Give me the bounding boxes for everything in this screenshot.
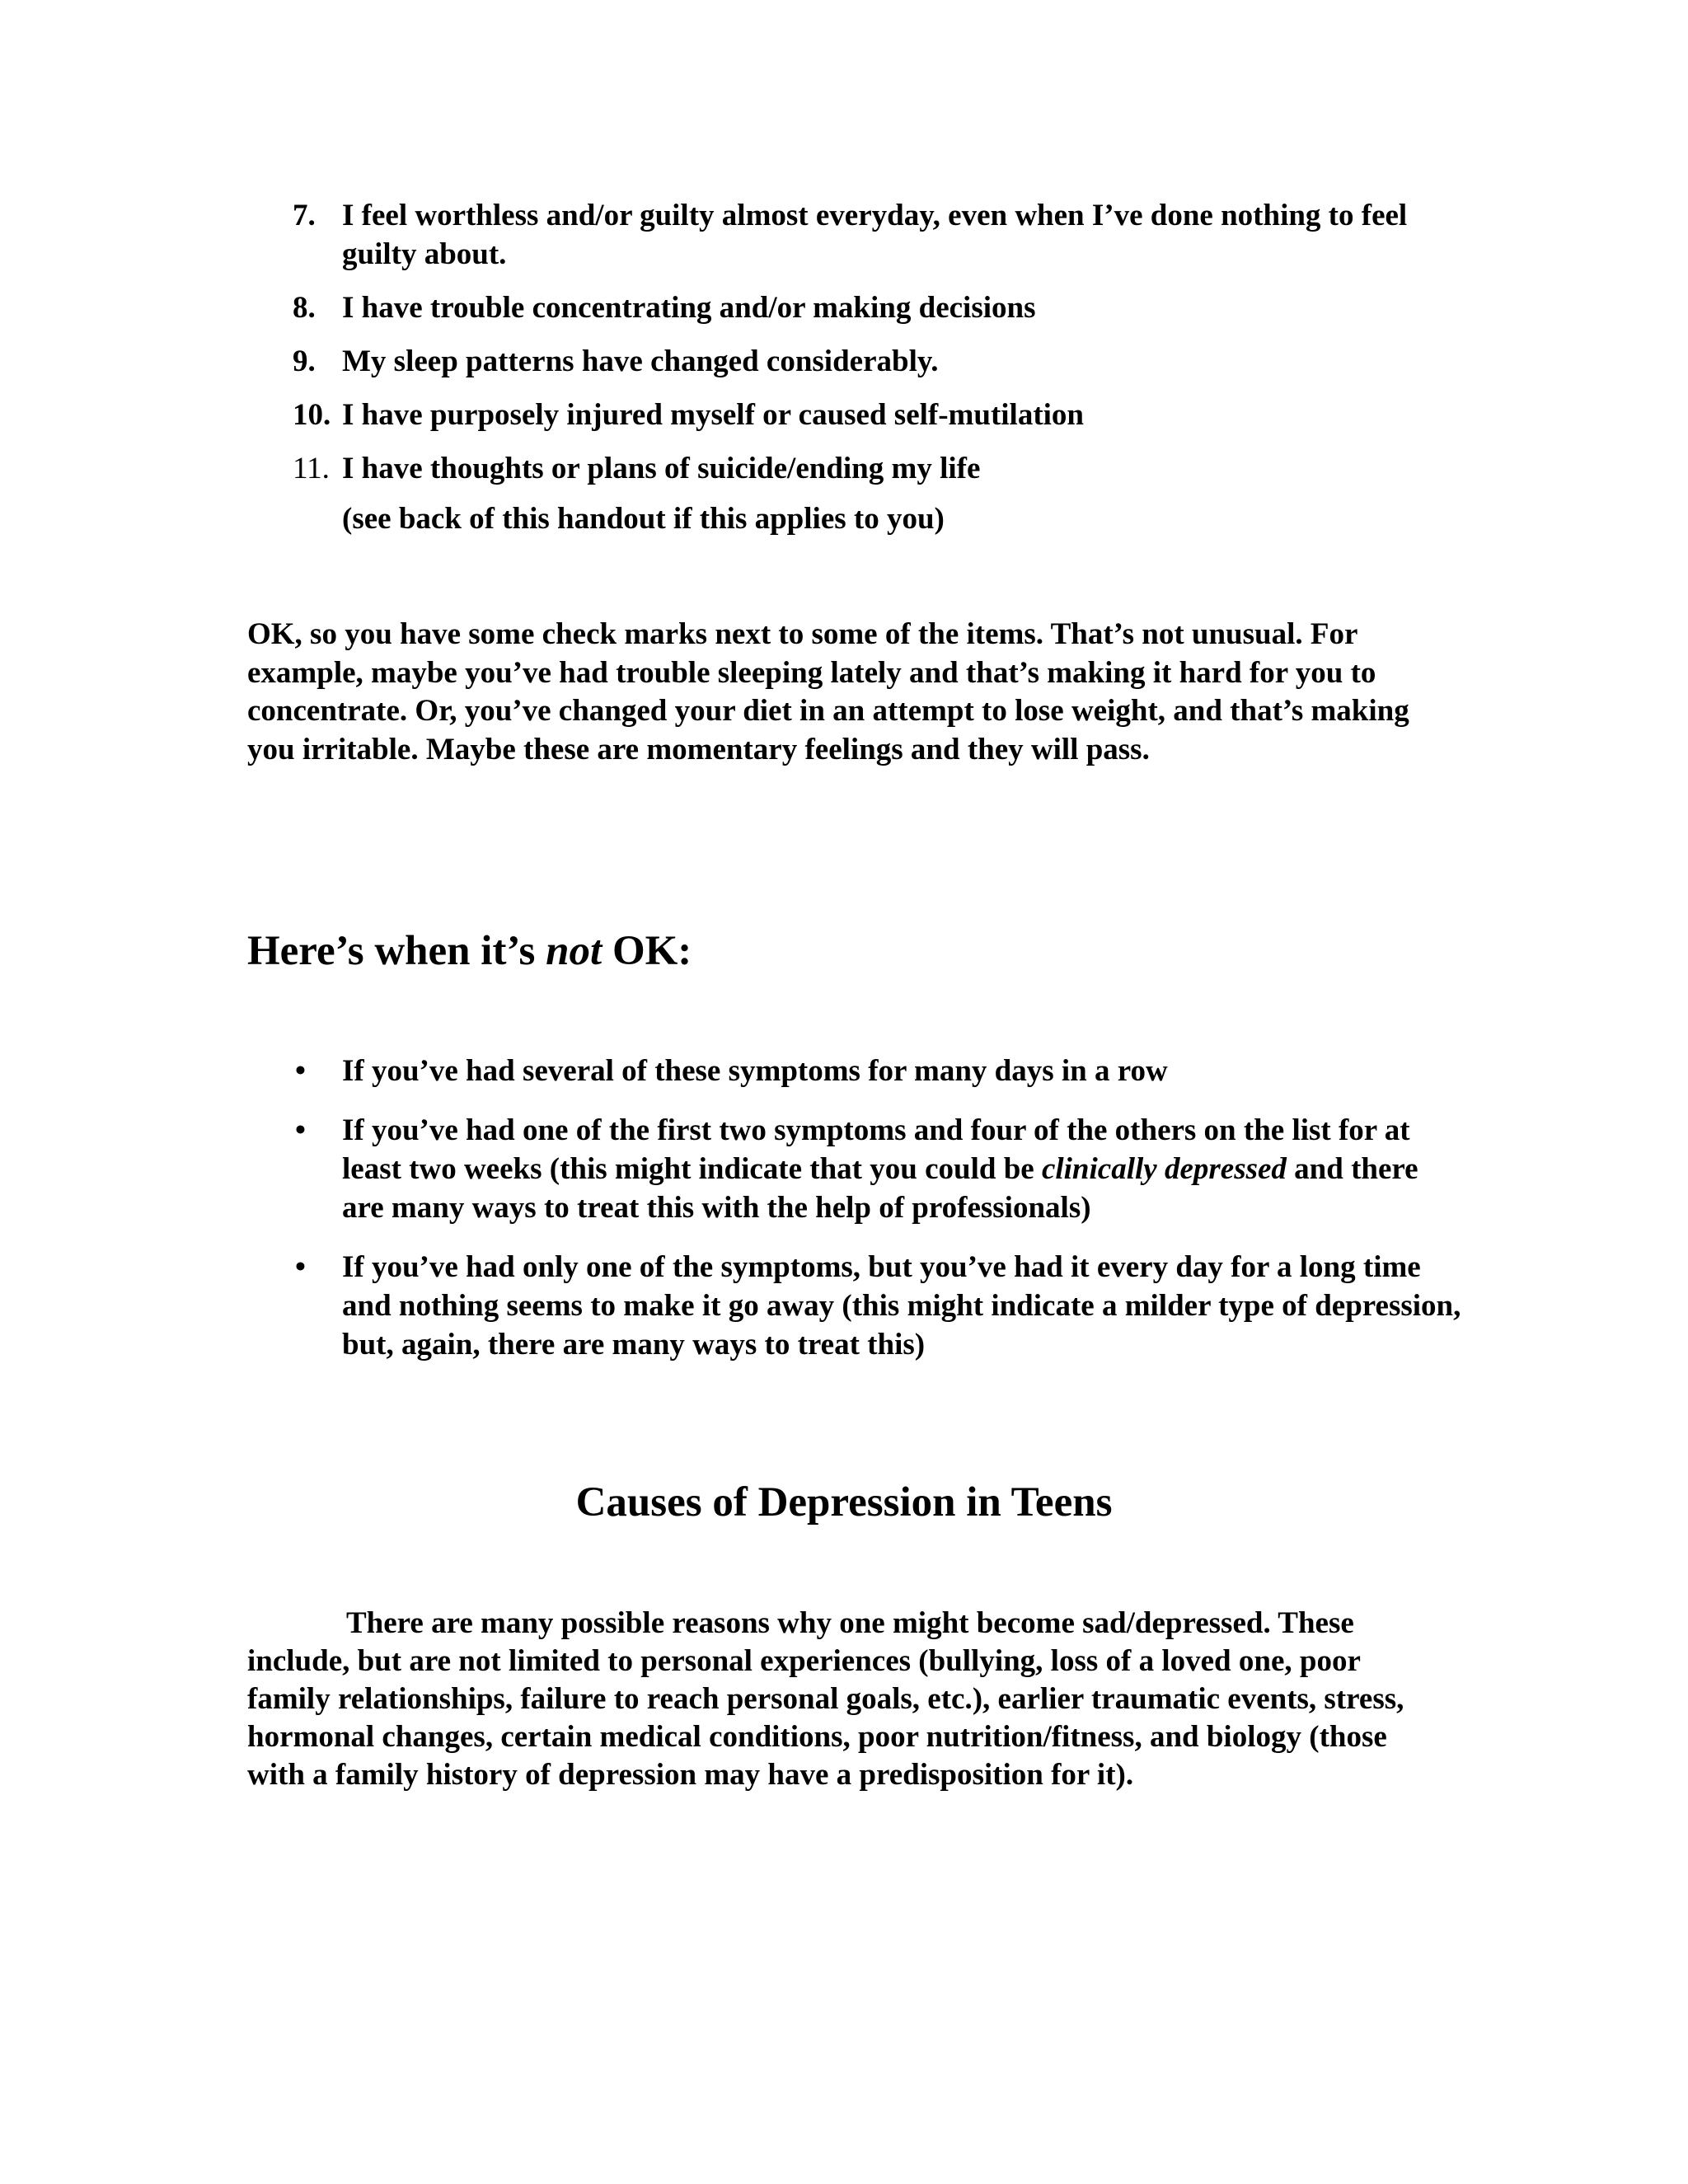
list-item bbox=[293, 196, 1447, 274]
heading-text-before: Here’s when it’s bbox=[247, 928, 546, 974]
list-item-text: I have trouble concentrating and/or making decisions bbox=[342, 291, 1036, 325]
warning-bullet-list bbox=[293, 1052, 1463, 1385]
list-item-number: 9. bbox=[293, 344, 316, 378]
list-item-text: I have thoughts or plans of suicide/ending my life bbox=[342, 452, 981, 485]
heading-emphasis: not bbox=[546, 928, 603, 974]
list-item bbox=[293, 342, 1447, 381]
list-item bbox=[293, 449, 1447, 488]
list-item-number: 11. bbox=[293, 452, 330, 485]
bullet-icon: • bbox=[295, 1054, 306, 1088]
list-item-number: 10. bbox=[293, 398, 331, 432]
bullet-item bbox=[293, 1111, 1463, 1227]
causes-paragraph-text: There are many possible reasons why one might become sad/depressed. These include, but are not limited to personal experiences (bullying, loss of a loved one, poor family relationships, failure to reach personal goals, etc.), earlier traumatic events, stress, hormonal changes, certain medical conditions, poor nutrition/fitness, and biology (those with a family history of depression may have a predisposition for it). bbox=[247, 1606, 1404, 1792]
list-note: (see back of this handout if this applies to you) bbox=[342, 502, 945, 536]
list-item-text: I feel worthless and/or guilty almost everyday, even when I’ve done nothing to feel guilty about. bbox=[342, 199, 1408, 271]
bullet-text-after: and there are many ways to treat this with the help of professionals) bbox=[342, 1152, 1418, 1225]
bullet-item bbox=[293, 1052, 1463, 1090]
bullet-text: If you’ve had several of these symptoms for many days in a row bbox=[342, 1054, 1168, 1088]
list-item-text: My sleep patterns have changed considerably. bbox=[342, 344, 939, 378]
intro-paragraph: OK, so you have some check marks next to some of the items. That’s not unusual. For example, maybe you’ve had trouble sleeping lately and that’s making it hard for you to concentrate. Or, you’ve changed your diet in an attempt to lose weight, and that’s making you irritable. Maybe these are momentary feelings and they will pass. bbox=[247, 617, 1409, 766]
symptom-list bbox=[293, 196, 1447, 538]
section-title: Causes of Depression in Teens bbox=[575, 1479, 1113, 1526]
section-heading bbox=[247, 926, 692, 976]
causes-paragraph bbox=[247, 1605, 1418, 1794]
list-item-number: 8. bbox=[293, 291, 316, 325]
bullet-icon: • bbox=[295, 1250, 306, 1284]
bullet-text: If you’ve had only one of the symptoms, but you’ve had it every day for a long time and nothing seems to make it go away (this might indicate a milder type of depression, but, again, there are many ways to treat this) bbox=[342, 1250, 1461, 1361]
bullet-emphasis: clinically depressed bbox=[1041, 1152, 1287, 1186]
list-item bbox=[293, 288, 1447, 327]
list-item bbox=[293, 396, 1447, 434]
list-item-text: I have purposely injured myself or caused self-mutilation bbox=[342, 398, 1085, 432]
bullet-text: If you’ve had one of the first two symptoms and four of the others on the list for at least two weeks (this might indicate that you could be bbox=[342, 1113, 1410, 1186]
heading-text-after: OK: bbox=[602, 928, 692, 974]
list-item-number: 7. bbox=[293, 199, 316, 232]
bullet-icon: • bbox=[295, 1113, 306, 1147]
bullet-item bbox=[293, 1248, 1463, 1364]
